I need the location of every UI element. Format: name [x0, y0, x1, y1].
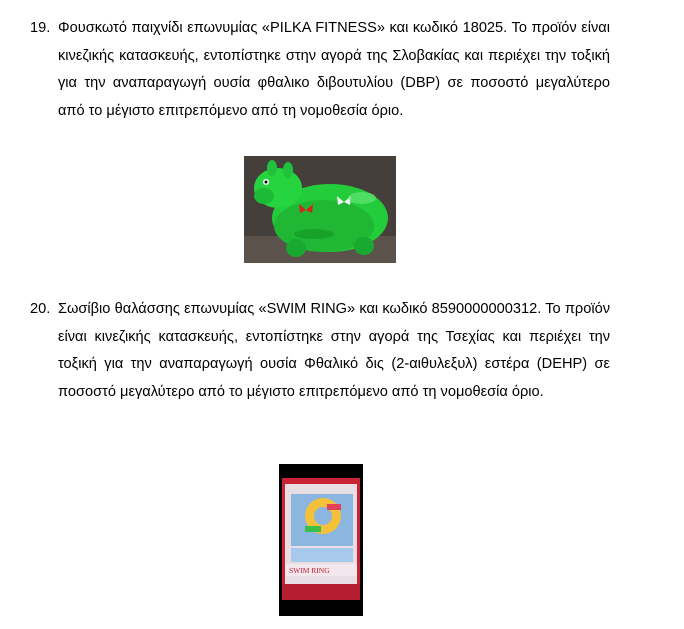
swim-ring-package-icon	[279, 464, 363, 616]
item-number: 20.	[30, 301, 51, 317]
pilka-fitness-photo	[244, 156, 396, 263]
swim-ring-photo	[279, 464, 363, 616]
item-text: Φουσκωτό παιχνίδι επωνυμίας «PILKA FITNESS» και κωδικό 18025. Το προϊόν είναι κινεζικής κατασκευής, εντοπίστηκε στην αγορά της Σλοβακίας και περιέχει την τοξική για την αναπαραγωγή ουσία φθαλικο διβουτυλίου (DBP) σε ποσοστό μεγαλύτερο από το μέγιστο επιτρεπόμενο από τη νομοθεσία όριο.	[58, 20, 610, 119]
item-text: Σωσίβιο θαλάσσης επωνυμίας «SWIM RING» και κωδικό 8590000000312. Το προϊόν είναι κινεζικής κατασκευής, εντοπίστηκε στην αγορά της Τσεχίας και περιέχει την τοξική για την αναπαραγωγή ουσία Φθαλικό δις (2-αιθυλεξυλ) εστέρα (DEHP) σε ποσοστό μεγαλύτερο από το μέγιστο επιτρεπόμενο από τη νομοθεσία όριο.	[58, 301, 610, 400]
package-label: SWIM RING	[289, 566, 330, 575]
item-number: 19.	[30, 20, 51, 36]
list-item-20	[30, 296, 610, 406]
green-inflatable-animal-icon	[244, 156, 396, 263]
list-item-19	[30, 15, 610, 125]
